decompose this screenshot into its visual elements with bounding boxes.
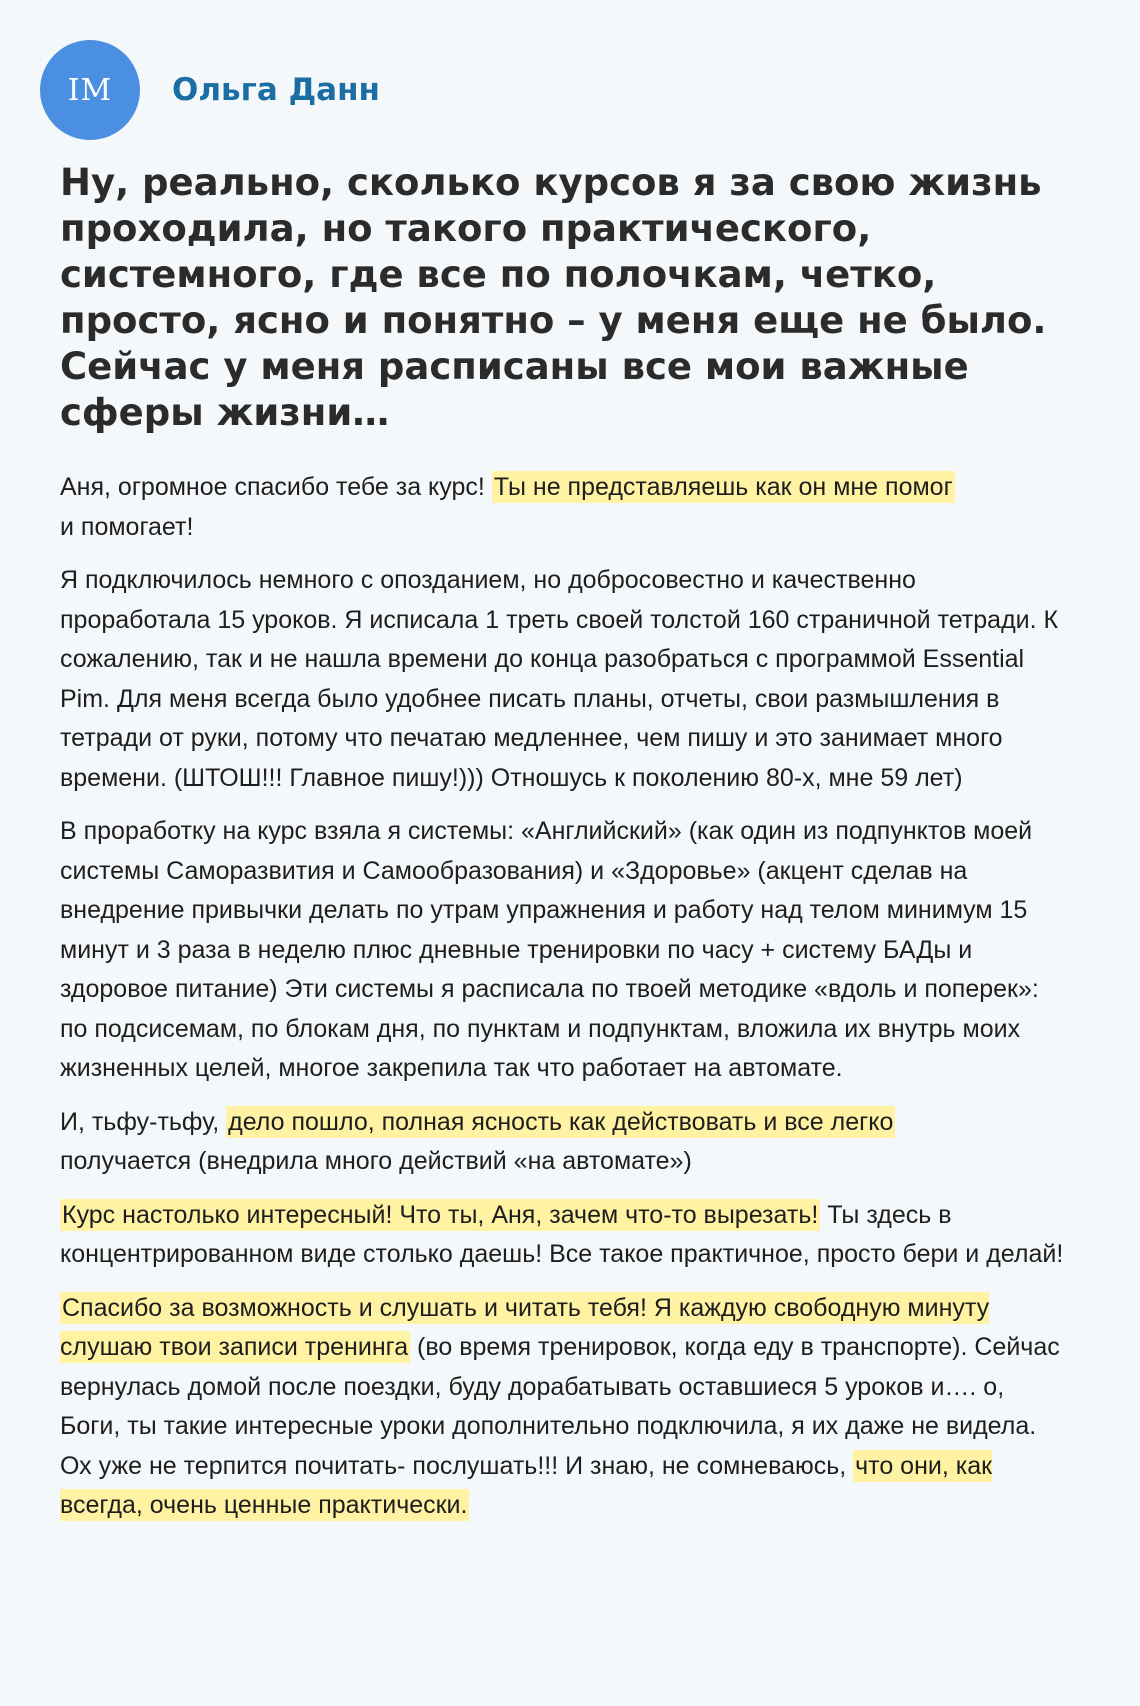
highlighted-text: что они, как всегда, очень ценные практически. <box>60 1451 993 1519</box>
review-header <box>40 40 380 140</box>
paragraph-text: Аня, огромное спасибо тебе за курс! <box>60 473 492 501</box>
highlighted-text: дело пошло, полная ясность как действовать и все легко <box>228 1107 894 1136</box>
highlighted-text: Курс настолько интересный! Что ты, Аня, зачем что-то вырезать! <box>62 1200 819 1229</box>
paragraph-text: (во время тренировок, когда еду в транспорте). Сейчас вернулась домой после поездки, буду дорабатывать оставшиеся 5 уроков и…. о, Боги, ты такие интересные уроки дополнительно подключила, я их даже не видела. Ох уже не терпится почитать- послушать!!! И знаю, не сомневаюсь, <box>60 1333 1060 1480</box>
paragraph-text: И, тьфу-тьфу, <box>60 1107 227 1136</box>
avatar: IM <box>40 40 140 140</box>
paragraph-3: В проработку на курс взяла я системы: «Английский» (как один из подпунктов моей системы Саморазвития и Самообразования) и «Здоровье» (акцент сделав на внедрение привычки делать по утрам упражнения и работу над телом минимум 15 минут и 3 раза в неделю плюс дневные тренировки по часу + систему БАДы и здоровое питание) Эти системы я расписала по твоей методике «вдоль и поперек»: по подсисемам, по блокам дня, по пунктам и подпунктам, вложила их внутрь моих жизненных целей, многое закрепила так что работает на автомате. <box>60 817 1039 1082</box>
paragraph-5 <box>60 1196 1070 1275</box>
paragraph-4 <box>60 1103 1070 1182</box>
paragraph-6 <box>60 1289 1070 1526</box>
paragraph-text: и помогает! <box>60 512 194 541</box>
highlighted-text: Ты не представляешь как он мне помог <box>493 473 953 501</box>
author-name: Ольга Данн <box>172 72 380 108</box>
paragraph-text: Ты здесь в концентрированном виде столько даешь! Все такое практичное, просто бери и делай! <box>60 1200 1064 1268</box>
paragraph-1 <box>60 468 1070 547</box>
paragraph-2: Я подключилось немного с опозданием, но добросовестно и качественно проработала 15 уроков. Я исписала 1 треть своей толстой 160 страничной тетради. К сожалению, так и не нашла времени до конца разобраться с программой Essential Pim. Для меня всегда было удобнее писать планы, отчеты, свои размышления в тетради от руки, потому что печатаю медленнее, чем пишу и это занимает много времени. (ШТОШ!!! Главное пишу!))) Отношусь к поколению 80-х, мне 59 лет) <box>60 566 1059 792</box>
highlighted-text: Спасибо за возможность и слушать и читать тебя! Я каждую свободную минуту слушаю твои записи тренинга <box>60 1293 990 1361</box>
review-body <box>60 468 1070 1540</box>
paragraph-text: получается (внедрила много действий «на автомате») <box>60 1147 692 1175</box>
review-headline: Ну, реально, сколько курсов я за свою жизнь проходила, но такого практического, системного, где все по полочкам, четко, просто, ясно и понятно – у меня еще не было. Сейчас у меня расписаны все мои важные сферы жизни… <box>60 161 1047 434</box>
